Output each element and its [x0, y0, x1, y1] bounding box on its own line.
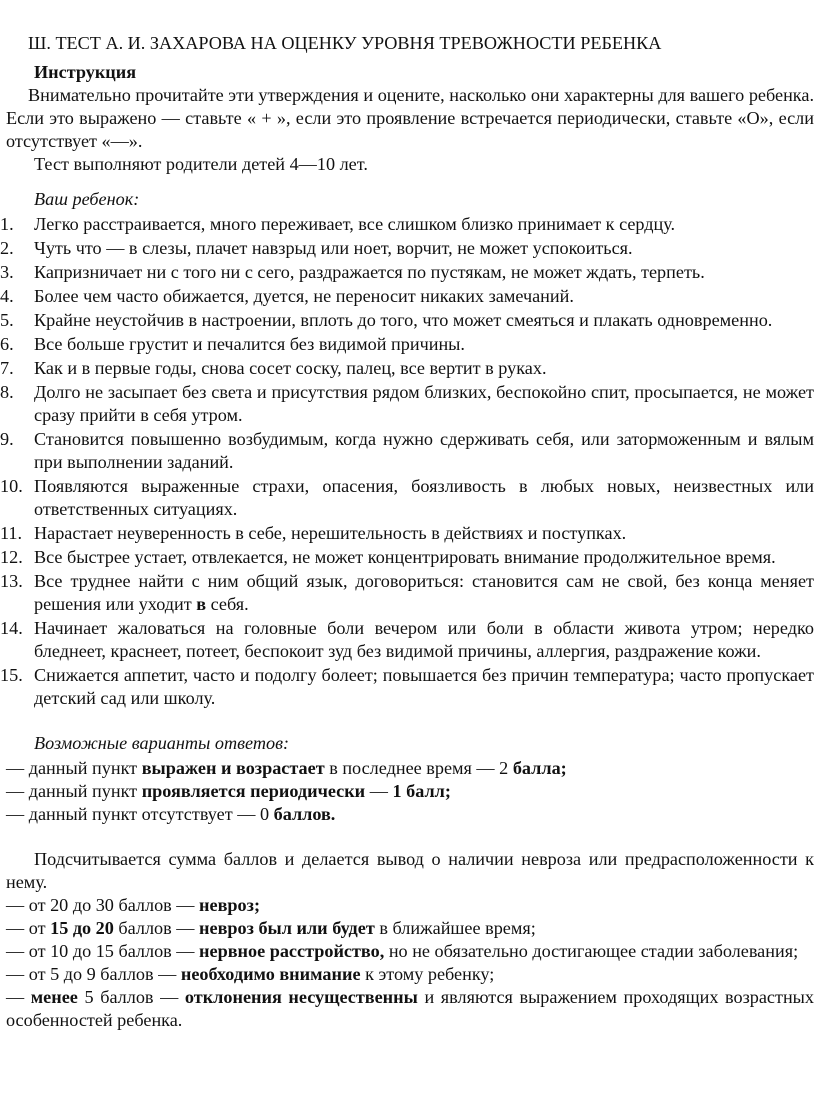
item-text: себя. — [206, 594, 249, 614]
score-level — [6, 986, 814, 1032]
document-title: Ш. ТЕСТ А. И. ЗАХАРОВА НА ОЦЕНКУ УРОВНЯ ТРЕВОЖНОСТИ РЕБЕНКА — [28, 33, 662, 53]
item-text: Все быстрее устает, отвлекается, не может концентрировать внимание продолжительное время. — [34, 547, 776, 567]
item-text: Капризничает ни с того ни с сего, раздражается по пустякам, не может ждать, терпеть. — [34, 262, 705, 282]
list-item — [0, 570, 814, 616]
answer-points: баллов. — [273, 804, 336, 824]
item-text: Долго не засыпает без света и присутствия рядом близких, беспокойно спит, просыпается, не может сразу прийти в себя утром. — [34, 382, 814, 425]
item-number: 4. — [0, 286, 14, 306]
level-result: отклонения несущественны — [184, 987, 418, 1007]
answer-option — [6, 780, 814, 803]
item-text: Нарастает неуверенность в себе, нерешительность в действиях и поступках. — [34, 523, 627, 543]
item-number: 15. — [0, 665, 23, 685]
statement-list — [0, 213, 814, 710]
item-number: 12. — [0, 547, 23, 567]
item-number: 9. — [0, 429, 14, 449]
answers-heading: Возможные варианты ответов: — [34, 733, 290, 753]
item-text: Легко расстраивается, много переживает, все слишком близко принимает к сердцу. — [34, 214, 676, 234]
score-level — [6, 940, 814, 963]
answer-option — [6, 757, 814, 780]
level-text: но не обязательно достигающее стадии заболевания; — [384, 941, 799, 961]
item-number: 13. — [0, 571, 23, 591]
item-text: Все труднее найти с ним общий язык, договориться: становится сам не свой, без конца меняет решения или уходит — [34, 571, 814, 614]
level-text: в ближайшее время; — [374, 918, 536, 938]
score-level — [6, 963, 814, 986]
answer-text: — — [365, 781, 393, 801]
list-item — [0, 522, 814, 545]
answer-bold: выражен и возрастает — [141, 758, 325, 778]
item-number: 3. — [0, 262, 14, 282]
list-item — [0, 664, 814, 710]
answer-text: — данный пункт — [6, 758, 142, 778]
level-result: невроз был или будет — [199, 918, 375, 938]
answer-points: балла; — [512, 758, 567, 778]
item-number: 5. — [0, 310, 14, 330]
list-item — [0, 213, 814, 236]
scoring-intro: Подсчитывается сумма баллов и делается вывод о наличии невроза или предрасположенности к нему. — [6, 849, 814, 892]
age-info: Тест выполняют родители детей 4—10 лет. — [34, 154, 368, 174]
level-text: и являются выражением проходящих возрастных особенностей ребенка. — [6, 987, 814, 1030]
list-item — [0, 333, 814, 356]
item-text: Становится повышенно возбудимым, когда нужно сдерживать себя, или заторможенным и вялым при выполнении заданий. — [34, 429, 814, 472]
item-text: Начинает жаловаться на головные боли вечером или боли в области живота утром; нередко бледнеет, краснеет, потеет, беспокоит зуд без видимой причины, аллергия, раздражение кожи. — [34, 618, 814, 661]
item-number: 14. — [0, 618, 23, 638]
item-number: 10. — [0, 476, 23, 496]
items-heading: Ваш ребенок: — [34, 189, 140, 209]
level-result: необходимо внимание — [180, 964, 361, 984]
item-number: 2. — [0, 238, 14, 258]
item-text: Чуть что — в слезы, плачет навзрыд или ноет, ворчит, не может успокоиться. — [34, 238, 633, 258]
list-item — [0, 381, 814, 427]
level-range: менее — [30, 987, 78, 1007]
item-number: 11. — [0, 523, 23, 543]
level-text: 5 баллов — — [77, 987, 185, 1007]
item-number: 7. — [0, 358, 14, 378]
answer-bold: проявляется периодически — [141, 781, 366, 801]
item-text: Все больше грустит и печалится без видимой причины. — [34, 334, 465, 354]
level-text: баллов — — [113, 918, 200, 938]
answer-text: — данный пункт — [6, 781, 142, 801]
instruction-heading: Инструкция — [34, 62, 137, 82]
item-number: 6. — [0, 334, 14, 354]
instruction-text: Внимательно прочитайте эти утверждения и оцените, насколько они характерны для вашего ребенка. Если это выражено — ставьте « + », если это проявление встречается периодически, ставьте «О», если отсутствует «—». — [6, 85, 814, 151]
item-text-bold: в — [196, 594, 207, 614]
answer-points: 1 балл; — [392, 781, 451, 801]
list-item — [0, 237, 814, 260]
level-text: — — [6, 987, 31, 1007]
level-text: к этому ребенку; — [360, 964, 495, 984]
level-text: — от — [6, 918, 51, 938]
score-level — [6, 917, 814, 940]
list-item — [0, 285, 814, 308]
list-item — [0, 261, 814, 284]
item-text: Более чем часто обижается, дуется, не переносит никаких замечаний. — [34, 286, 574, 306]
item-text: Снижается аппетит, часто и подолгу болеет; повышается без причин температура; часто пропускает детский сад или школу. — [34, 665, 814, 708]
list-item — [0, 357, 814, 380]
list-item — [0, 475, 814, 521]
level-text: — от 20 до 30 баллов — — [6, 895, 200, 915]
item-number: 8. — [0, 382, 14, 402]
list-item — [0, 617, 814, 663]
answer-option — [6, 803, 814, 826]
item-text: Как и в первые годы, снова сосет соску, палец, все вертит в руках. — [34, 358, 547, 378]
item-text: Появляются выраженные страхи, опасения, боязливость в любых новых, неизвестных или ответственных ситуациях. — [34, 476, 814, 519]
level-text: — от 10 до 15 баллов — — [6, 941, 200, 961]
level-text: — от 5 до 9 баллов — — [6, 964, 181, 984]
answer-text: в последнее время — 2 — [324, 758, 513, 778]
list-item — [0, 309, 814, 332]
score-level — [6, 894, 814, 917]
level-result: невроз; — [199, 895, 260, 915]
list-item — [0, 428, 814, 474]
answer-text: — данный пункт отсутствует — 0 — [6, 804, 274, 824]
item-number: 1. — [0, 214, 14, 234]
item-text: Крайне неустойчив в настроении, вплоть до того, что может смеяться и плакать одновременно. — [34, 310, 773, 330]
level-range: 15 до 20 — [50, 918, 114, 938]
level-result: нервное расстройство, — [199, 941, 385, 961]
list-item — [0, 546, 814, 569]
